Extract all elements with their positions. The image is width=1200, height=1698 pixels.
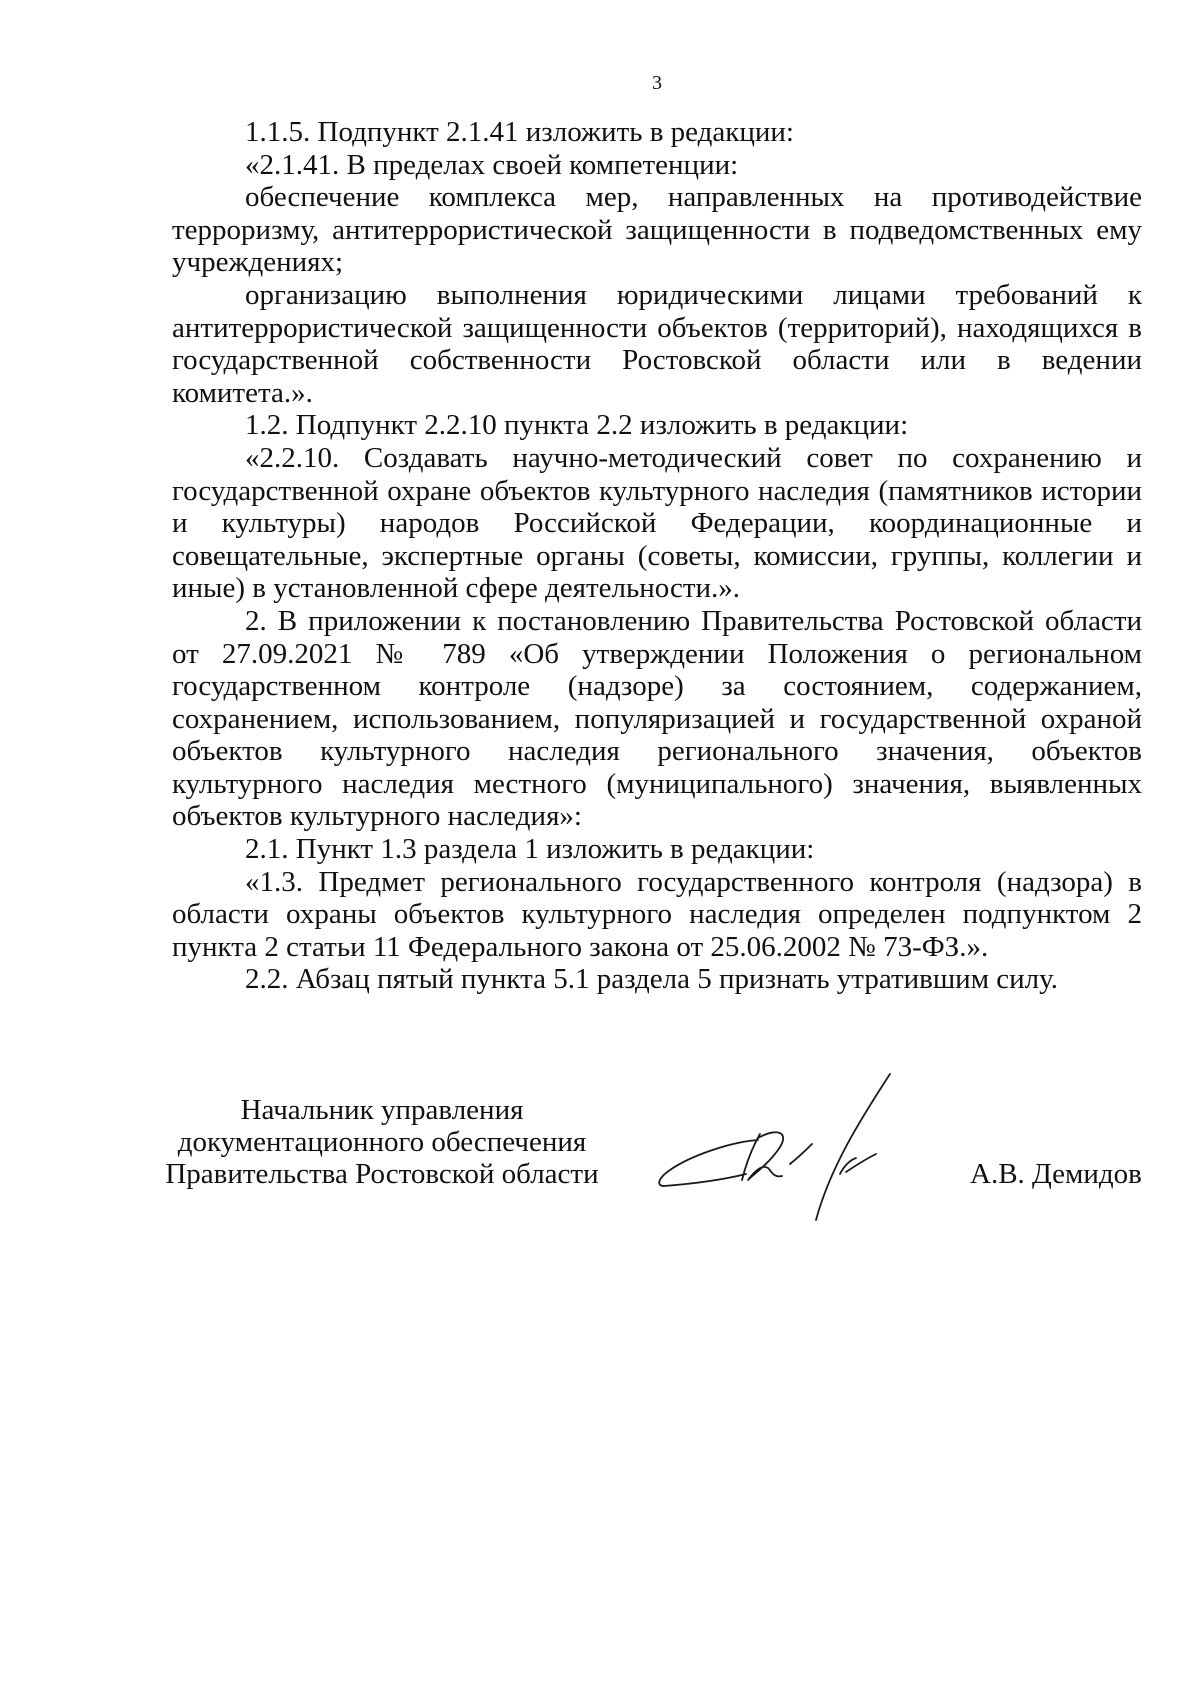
paragraph-antiterror-requirements: организацию выполнения юридическими лицами требований к антитеррористической защищенности объектов (территорий), находящихся в государственной собственности Ростовской области или в ведении комитета.». (172, 278, 1142, 409)
signer-position (160, 1094, 604, 1190)
paragraph-1-3: «1.3. Предмет регионального государственного контроля (надзора) в области охраны объектов культурного наследия определен подпунктом 2 пункта 2 статьи 11 Федерального закона от 25.06.2002 № 73-ФЗ.». (172, 865, 1142, 963)
paragraph-2-1: 2.1. Пункт 1.3 раздела 1 изложить в редакции: (245, 833, 815, 866)
signer-name: А.В. Демидов (970, 1158, 1142, 1190)
paragraph-1-1-5: 1.1.5. Подпункт 2.1.41 изложить в редакции: (245, 116, 794, 148)
paragraph-2-1-41: «2.1.41. В пределах своей компетенции: (245, 148, 739, 181)
paragraph-2-2: 2.2. Абзац пятый пункта 5.1 раздела 5 признать утратившим силу. (245, 963, 1059, 996)
paragraph-2-2-10: «2.2.10. Создавать научно-методический совет по сохранению и государственной охране объектов культурного наследия (памятников истории и культуры) народов Российской Федерации, координационные и совещательные, экспертные органы (советы, комиссии, группы, коллегии и иные) в установленной сфере деятельности.». (172, 441, 1142, 605)
signer-position-line: документационного обеспечения (177, 1126, 587, 1158)
paragraph-1-2: 1.2. Подпункт 2.2.10 пункта 2.2 изложить в редакции: (245, 409, 909, 442)
signer-position-line: Правительства Ростовской области (165, 1158, 599, 1190)
handwritten-signature (650, 1068, 950, 1238)
document-body (172, 116, 1142, 996)
signer-position-line: Начальник управления (240, 1094, 524, 1126)
paragraph-terrorism-measures: обеспечение комплекса мер, направленных на противодействие терроризму, антитеррористической защищенности в подведомственных ему учреждениях; (172, 181, 1142, 279)
paragraph-2: 2. В приложении к постановлению Правительства Ростовской области от 27.09.2021 № 789 «Об утверждении Положения о региональном государственном контроле (надзоре) за состоянием, содержанием, сохранением, использованием, популяризацией и государственной охраной объектов культурного наследия регионального значения, объектов культурного наследия местного (муниципального) значения, выявленных объектов культурного наследия»: (172, 604, 1142, 833)
page-number: 3 (652, 72, 662, 94)
